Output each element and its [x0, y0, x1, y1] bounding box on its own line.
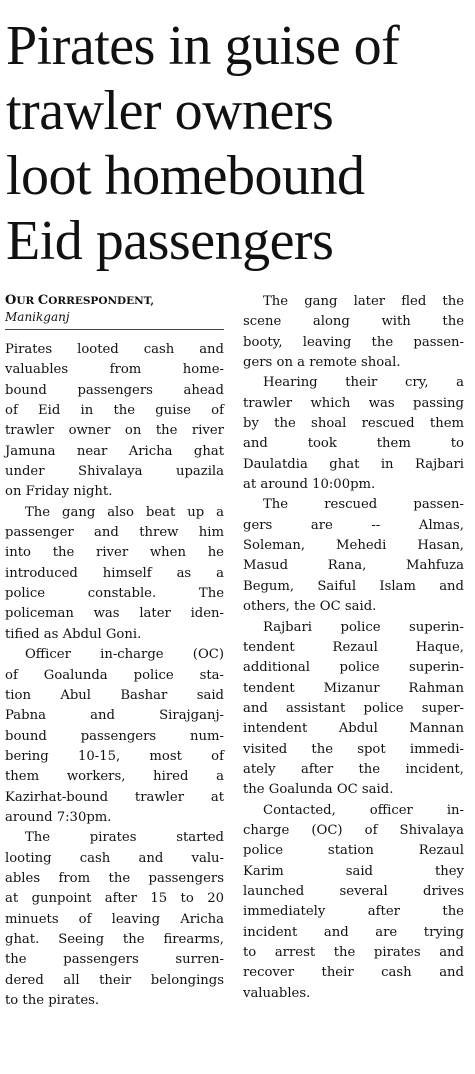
text-line: valuables. — [243, 985, 311, 1001]
text-line: and took them to — [243, 436, 464, 452]
headline-line: Eid passengers — [6, 210, 334, 272]
text-line: incident and are trying — [243, 924, 464, 940]
text-line: Pabna and Sirajganj- — [5, 708, 224, 724]
text-line: intendent Abdul Mannan — [243, 721, 464, 737]
text-line: policeman was later iden- — [5, 606, 224, 622]
text-line: Masud Rana, Mahfuza — [243, 558, 464, 574]
article-headline — [6, 14, 470, 274]
headline-line: trawler owners — [6, 80, 334, 142]
article-paragraph — [243, 292, 464, 373]
text-line: bound passengers ahead — [5, 382, 224, 398]
text-line: dered all their belongings — [5, 972, 224, 988]
text-line: Contacted, officer in- — [263, 802, 464, 818]
article-paragraph — [5, 340, 224, 503]
article-paragraph — [5, 828, 224, 1011]
text-line: at around 10:00pm. — [243, 477, 376, 493]
article-paragraph — [243, 618, 464, 801]
byline-divider — [5, 329, 224, 330]
text-line: The rescued passen- — [263, 497, 464, 513]
text-line: ables from the passengers — [5, 870, 224, 886]
left-column — [5, 292, 224, 1011]
text-line: valuables from home- — [5, 362, 224, 378]
text-line: ghat. Seeing the firearms, — [5, 931, 224, 947]
text-line: tion Abul Bashar said — [5, 687, 224, 703]
article-paragraph — [5, 503, 224, 645]
text-line: introduced himself as a — [5, 565, 224, 581]
text-line: visited the spot immedi- — [243, 741, 464, 757]
text-line: looting cash and valu- — [5, 850, 224, 866]
text-line: trawler which was passing — [243, 395, 464, 411]
text-line: gers are -- Almas, — [243, 517, 464, 533]
text-line: recover their cash and — [243, 965, 464, 981]
text-line: into the river when he — [5, 545, 224, 561]
text-line: and assistant police super- — [243, 700, 464, 716]
text-line: tendent Rezaul Haque, — [243, 639, 464, 655]
byline-location: Manikganj — [5, 310, 70, 324]
left-column-body — [5, 340, 224, 1011]
article-paragraph — [243, 495, 464, 617]
text-line: gers on a remote shoal. — [243, 355, 401, 371]
text-line: to arrest the pirates and — [243, 945, 464, 960]
article-paragraph — [243, 373, 464, 495]
text-line: ately after the incident, — [243, 761, 464, 777]
text-line: around 7:30pm. — [5, 809, 112, 825]
text-line: under Shivalaya upazila — [5, 464, 224, 480]
text-line: immediately after the — [243, 904, 464, 920]
text-line: tendent Mizanur Rahman — [243, 680, 464, 696]
text-line: the Goalunda OC said. — [243, 782, 394, 798]
text-line: trawler owner on the river — [5, 423, 224, 439]
text-line: Officer in-charge (OC) — [25, 647, 224, 663]
text-line: at gunpoint after 15 to 20 — [5, 891, 224, 907]
text-line: booty, leaving the passen- — [243, 334, 464, 350]
text-line: launched several drives — [243, 883, 464, 899]
text-line: Karim said they — [243, 863, 464, 879]
text-line: The gang later fled the — [263, 294, 464, 309]
text-line: to the pirates. — [5, 993, 100, 1008]
text-line: Jamuna near Aricha ghat — [5, 443, 224, 459]
text-line: Soleman, Mehedi Hasan, — [243, 538, 464, 554]
text-line: them workers, hired a — [5, 769, 224, 785]
text-line: Daulatdia ghat in Rajbari — [243, 456, 464, 472]
text-line: on Friday night. — [5, 484, 113, 500]
text-line: police station Rezaul — [243, 843, 464, 859]
text-line: passenger and threw him — [5, 525, 224, 541]
text-line: police constable. The — [5, 586, 224, 602]
text-line: Kazirhat-bound trawler at — [5, 789, 224, 805]
text-line: minuets of leaving Aricha — [5, 911, 224, 927]
text-line: additional police superin- — [243, 660, 464, 676]
text-line: of Eid in the guise of — [5, 403, 224, 419]
text-line: Rajbari police superin- — [263, 619, 464, 635]
text-line: bering 10-15, most of — [5, 748, 224, 764]
text-line: the passengers surren- — [5, 952, 224, 968]
text-line: others, the OC said. — [243, 599, 377, 615]
right-column-body — [243, 292, 464, 1004]
text-line: by the shoal rescued them — [243, 416, 464, 432]
article-paragraph — [5, 645, 224, 828]
text-line: tified as Abdul Goni. — [5, 626, 142, 642]
headline-line: loot homebound — [6, 145, 365, 207]
text-line: charge (OC) of Shivalaya — [243, 822, 464, 838]
text-line: scene along with the — [243, 314, 464, 330]
text-line: of Goalunda police sta- — [5, 667, 224, 683]
text-line: The gang also beat up a — [25, 504, 224, 520]
text-line: Pirates looted cash and — [5, 342, 224, 357]
text-line: The pirates started — [25, 830, 224, 846]
text-line: Begum, Saiful Islam and — [243, 578, 464, 594]
right-column — [243, 292, 464, 1004]
headline-line: Pirates in guise of — [6, 15, 400, 77]
text-line: bound passengers num- — [5, 728, 224, 744]
byline-name: OUR CORRESPONDENT, — [5, 293, 155, 308]
text-line: Hearing their cry, a — [263, 375, 464, 391]
article-paragraph — [243, 801, 464, 1004]
